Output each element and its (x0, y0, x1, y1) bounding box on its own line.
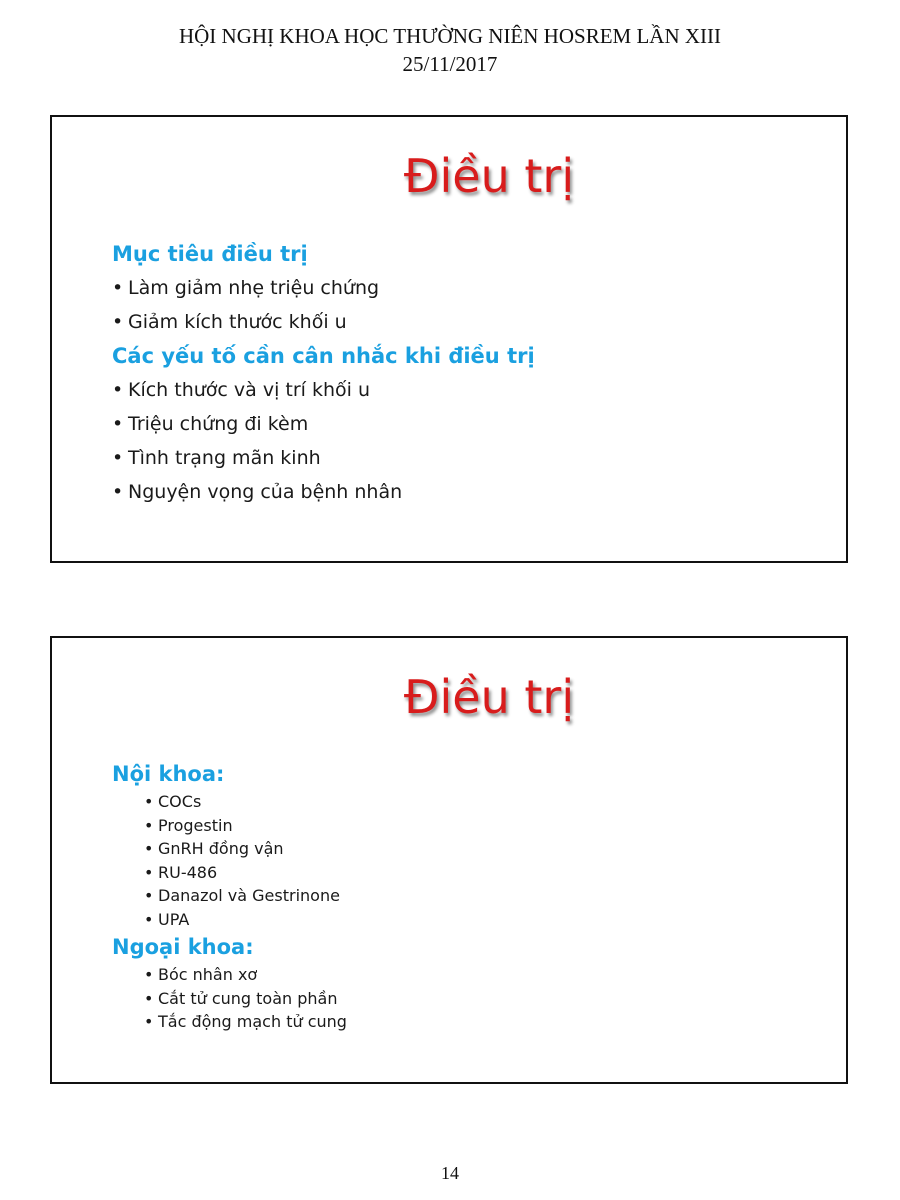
list-item (144, 963, 826, 987)
bullet-icon: • (144, 886, 154, 905)
list-item-text: Danazol và Gestrinone (158, 886, 340, 905)
bullet-icon: • (112, 447, 124, 469)
list-item (144, 814, 826, 838)
list-item (112, 407, 826, 441)
list-item-text: UPA (158, 909, 190, 929)
list-item (112, 271, 826, 305)
goals-list (112, 271, 826, 339)
section-heading-factors: Các yếu tố cần cân nhắc khi điều trị (112, 344, 535, 368)
factors-list (112, 373, 826, 509)
list-item-text: RU-486 (158, 862, 218, 882)
slide-title: Điều trị (403, 670, 575, 724)
bullet-icon: • (112, 311, 124, 333)
list-item (112, 305, 826, 339)
list-item (144, 884, 826, 908)
slide-1 (50, 115, 848, 563)
list-item-text: Triệu chứng đi kèm (128, 413, 309, 435)
list-item-text: Tình trạng mãn kinh (128, 447, 321, 469)
section-heading-surgical: Ngoại khoa: (112, 935, 254, 959)
list-item (144, 790, 826, 814)
bullet-icon: • (144, 1012, 154, 1031)
medical-treatment-list (144, 790, 826, 931)
section-heading-medical: Nội khoa: (112, 762, 225, 786)
list-item (144, 1010, 826, 1034)
list-item (112, 373, 826, 407)
bullet-icon: • (112, 379, 124, 401)
slide-content (112, 237, 826, 509)
bullet-icon: • (144, 862, 154, 882)
list-item-text: Giảm kích thước khối u (128, 311, 347, 333)
bullet-icon: • (144, 909, 154, 929)
list-item (144, 908, 826, 932)
list-item-text: Làm giảm nhẹ triệu chứng (128, 277, 380, 299)
slide-title: Điều trị (403, 149, 575, 203)
bullet-icon: • (144, 965, 154, 984)
surgical-treatment-list (144, 963, 826, 1034)
list-item-text: Tắc động mạch tử cung (158, 1012, 347, 1031)
list-item (144, 861, 826, 885)
bullet-icon: • (112, 413, 124, 435)
page-number: 14 (441, 1163, 459, 1183)
list-item-text: Nguyện vọng của bệnh nhân (128, 481, 403, 503)
bullet-icon: • (112, 277, 124, 299)
list-item (144, 837, 826, 861)
list-item (144, 987, 826, 1011)
bullet-icon: • (144, 792, 154, 811)
conference-date: 25/11/2017 (402, 52, 498, 76)
slide-content (112, 758, 826, 1034)
list-item-text: Bóc nhân xơ (158, 965, 258, 984)
section-heading-goals: Mục tiêu điều trị (112, 242, 308, 266)
page-header (0, 22, 900, 78)
list-item (112, 441, 826, 475)
bullet-icon: • (144, 988, 154, 1008)
list-item-text: COCs (158, 792, 202, 811)
conference-title: HỘI NGHỊ KHOA HỌC THƯỜNG NIÊN HOSREM LẦN XIII (178, 24, 722, 48)
list-item (112, 475, 826, 509)
list-item-text: GnRH đồng vận (158, 839, 284, 858)
bullet-icon: • (144, 815, 154, 835)
bullet-icon: • (112, 481, 124, 503)
list-item-text: Kích thước và vị trí khối u (128, 379, 371, 401)
bullet-icon: • (144, 839, 154, 858)
slide-2 (50, 636, 848, 1084)
list-item-text: Progestin (158, 815, 233, 835)
list-item-text: Cắt tử cung toàn phần (158, 988, 338, 1008)
